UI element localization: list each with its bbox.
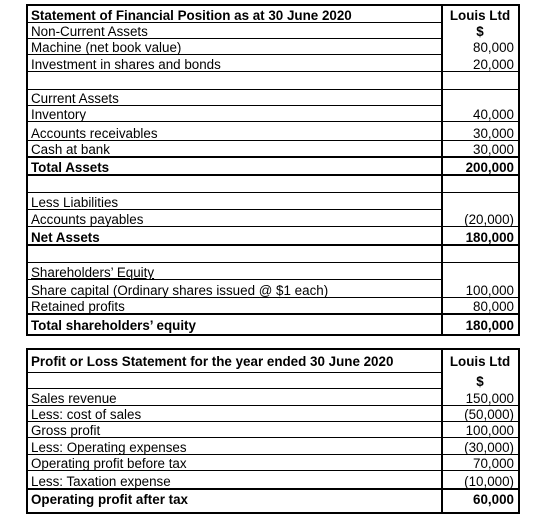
income-statement-title: Profit or Loss Statement for the year ended 30 June 2020 [31,354,394,369]
balance-sheet-currency: $ [476,24,484,39]
balance-sheet-title: Statement of Financial Position as at 30 June 2020 [31,8,352,23]
table-row [28,298,518,313]
income-statement-table [26,348,520,514]
net-assets-label: Net Assets [31,230,100,245]
row-label: Share capital (Ordinary shares issued @ $1 each) [31,283,329,298]
row-label: Accounts receivables [31,126,158,141]
liabilities-heading: Less Liabilities [31,195,119,210]
row-label: Machine (net book value) [31,40,182,55]
table-row [28,55,518,71]
row-label: Cash at bank [31,142,110,157]
row-label: Accounts payables [31,212,144,227]
row-value: 80,000 [473,299,514,314]
current-heading: Current Assets [31,91,119,106]
row-label: Less: Taxation expense [31,474,171,489]
row-value: 80,000 [473,40,514,55]
table-row [28,471,518,488]
total-equity-value: 180,000 [465,318,514,333]
row-value: 40,000 [473,107,514,122]
table-row [28,389,518,405]
balance-sheet-header-row [28,6,518,22]
current-heading-row [28,90,518,105]
row-value: 20,000 [473,57,514,72]
row-value: (10,000) [464,474,514,489]
balance-sheet-company: Louis Ltd [449,8,511,23]
row-value: (50,000) [464,407,514,422]
equity-heading-row [28,263,518,279]
row-value: (30,000) [464,440,514,455]
final-profit-row [28,490,518,506]
non-current-heading: Non-Current Assets [31,24,148,39]
total-assets-row [28,158,518,174]
final-profit-label: Operating profit after tax [31,492,188,507]
income-statement-currency: $ [476,374,484,389]
row-label: Less: cost of sales [31,407,142,422]
net-assets-row [28,227,518,244]
row-label: Gross profit [31,423,101,438]
total-assets-value: 200,000 [465,160,514,175]
table-row [28,122,518,140]
equity-heading: Shareholders’ Equity [31,265,155,280]
row-label: Less: Operating expenses [31,440,187,455]
table-row [28,280,518,297]
balance-sheet-table [26,4,520,336]
income-statement-company: Louis Ltd [449,354,511,369]
non-current-heading-row [28,23,518,38]
table-row [28,210,518,226]
row-label: Sales revenue [31,391,117,406]
net-assets-value: 180,000 [465,230,514,245]
liabilities-heading-row [28,193,518,209]
row-label: Operating profit before tax [31,456,187,471]
table-row [28,106,518,121]
row-label: Inventory [31,107,87,122]
row-label: Retained profits [31,299,125,314]
row-value: (20,000) [464,212,514,227]
row-value: 100,000 [465,423,514,438]
table-row [28,406,518,421]
row-value: 150,000 [465,391,514,406]
final-profit-value: 60,000 [473,492,514,507]
row-value: 70,000 [473,456,514,471]
table-row [28,422,518,437]
row-value: 100,000 [465,283,514,298]
income-statement-header-row [28,350,518,372]
total-equity-row [28,315,518,332]
total-equity-label: Total shareholders’ equity [31,318,196,333]
table-row [28,455,518,470]
table-row [28,39,518,54]
currency-row [28,372,518,388]
row-value: 30,000 [473,142,514,157]
table-row [28,141,518,156]
table-row [28,438,518,454]
total-assets-label: Total Assets [31,160,110,175]
row-value: 30,000 [473,126,514,141]
row-label: Investment in shares and bonds [31,57,221,72]
